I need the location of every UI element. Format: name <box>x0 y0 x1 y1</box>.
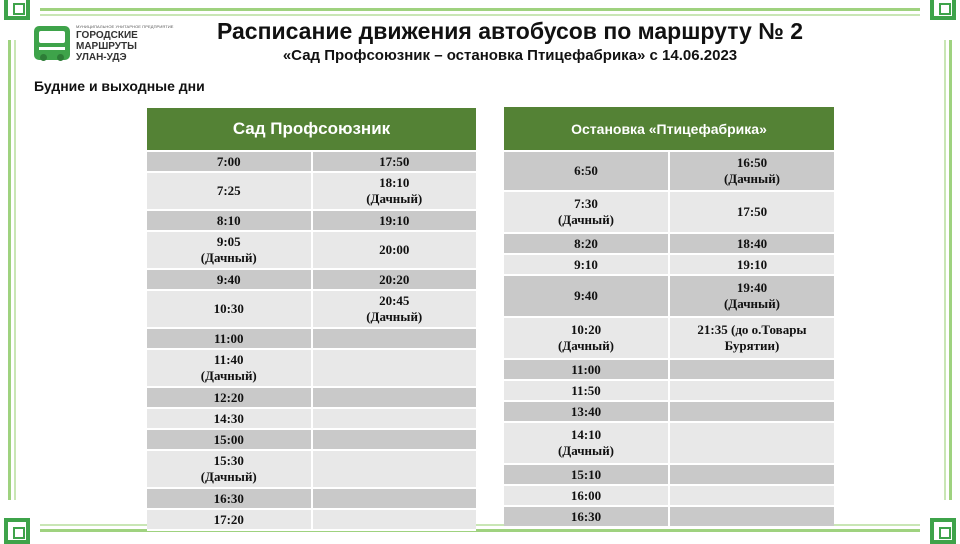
table-row <box>147 329 476 350</box>
table-row <box>504 234 834 255</box>
departure-time-cell-2: 20:20 <box>311 270 477 289</box>
departure-time-cell-2 <box>668 360 834 379</box>
table-row <box>147 291 476 329</box>
frame-corner-bottom-left <box>4 518 30 544</box>
page-subtitle: «Сад Профсоюзник – остановка Птицефабрика» с 14.06.2023 <box>282 47 738 64</box>
departure-time-cell-2: 17:50 <box>668 192 834 232</box>
table-row <box>147 388 476 409</box>
departure-time-cell-2 <box>311 489 477 508</box>
departure-time-cell: 14:30 <box>213 410 244 426</box>
table-row <box>147 211 476 232</box>
departure-time-cell: 7:30 (Дачный) <box>557 196 615 227</box>
departure-time-cell-2 <box>668 423 834 463</box>
departure-time-cell: 11:50 <box>571 382 601 398</box>
table-row <box>504 507 834 528</box>
frame-line-top <box>40 8 920 11</box>
departure-time-cell-2: 18:40 <box>668 234 834 253</box>
departure-time-cell-2: 16:50 (Дачный) <box>668 152 834 190</box>
frame-corner-top-right <box>930 0 956 20</box>
frame-line-top-inner <box>40 14 920 16</box>
schedule-table-ptitsefabrika <box>504 107 834 528</box>
departure-time-cell: 10:30 <box>213 301 244 316</box>
table-row <box>147 430 476 451</box>
bus-icon <box>34 26 70 60</box>
departure-time-cell: 12:20 <box>213 389 244 405</box>
table-row <box>504 152 834 192</box>
departure-time-cell-2 <box>311 430 477 449</box>
departure-time-cell-2 <box>668 507 834 526</box>
table-row <box>147 409 476 430</box>
table-row <box>504 192 834 234</box>
frame-line-left <box>8 40 11 500</box>
departure-time-cell: 17:20 <box>213 511 244 527</box>
table-row <box>504 276 834 318</box>
departure-time-cell-2 <box>668 465 834 484</box>
table-header: Сад Профсоюзник <box>147 108 476 152</box>
departure-time-cell-2: 19:40 (Дачный) <box>668 276 834 316</box>
departure-time-cell: 8:10 <box>216 212 241 228</box>
departure-time-cell: 9:40 <box>216 271 241 287</box>
departure-time-cell-2: 19:10 <box>668 255 834 274</box>
departure-time-cell-2: 17:50 <box>311 152 477 171</box>
company-logo <box>34 24 174 64</box>
departure-time-cell: 16:30 <box>213 490 244 506</box>
frame-corner-top-left <box>4 0 30 20</box>
departure-time-cell-2: 20:00 <box>311 232 477 268</box>
departure-time-cell: 16:00 <box>570 487 602 503</box>
departure-time-cell-2: 20:45 (Дачный) <box>311 291 477 327</box>
table-row <box>504 255 834 276</box>
schedule-days-label: Будние и выходные дни <box>34 78 205 94</box>
table-row <box>504 402 834 423</box>
departure-time-cell: 7:25 <box>216 183 241 198</box>
frame-line-right-inner <box>944 40 946 500</box>
departure-time-cell: 15:00 <box>213 431 244 447</box>
table-row <box>147 270 476 291</box>
table-row <box>504 486 834 507</box>
departure-time-cell: 10:20 (Дачный) <box>557 322 615 353</box>
departure-time-cell-2 <box>311 409 477 428</box>
table-row <box>147 173 476 211</box>
frame-line-left-inner <box>14 40 16 500</box>
schedule-table-sad-profsoyuznik <box>147 108 476 531</box>
departure-time-cell: 15:10 <box>570 466 602 482</box>
departure-time-cell-2 <box>311 329 477 348</box>
departure-time-cell: 9:10 <box>574 256 598 272</box>
departure-time-cell: 11:00 <box>213 330 244 346</box>
departure-time-cell: 7:00 <box>216 153 241 169</box>
departure-time-cell: 11:40 (Дачный) <box>200 352 257 383</box>
logo-caption: МУНИЦИПАЛЬНОЕ УНИТАРНОЕ ПРЕДПРИЯТИЕ <box>76 24 174 29</box>
departure-time-cell-2 <box>311 451 477 487</box>
departure-time-cell: 9:40 <box>574 288 598 303</box>
departure-time-cell-2 <box>668 486 834 505</box>
departure-time-cell-2 <box>311 350 477 386</box>
table-row <box>504 423 834 465</box>
table-row <box>504 360 834 381</box>
table-row <box>504 318 834 360</box>
table-row <box>147 510 476 531</box>
departure-time-cell-2: 21:35 (до о.Товары Бурятии) <box>668 318 834 358</box>
departure-time-cell: 13:40 <box>570 403 602 419</box>
logo-text: ГОРОДСКИЕ МАРШРУТЫ УЛАН-УДЭ <box>76 30 138 63</box>
departure-time-cell-2 <box>668 402 834 421</box>
departure-time-cell: 15:30 (Дачный) <box>200 453 257 484</box>
table-row <box>504 381 834 402</box>
table-row <box>147 232 476 270</box>
departure-time-cell-2: 19:10 <box>311 211 477 230</box>
departure-time-cell: 16:30 <box>570 508 602 524</box>
departure-time-cell-2: 18:10 (Дачный) <box>311 173 477 209</box>
table-row <box>147 489 476 510</box>
departure-time-cell: 8:20 <box>574 235 598 251</box>
table-row <box>147 350 476 388</box>
table-row <box>147 152 476 173</box>
departure-time-cell: 14:10 (Дачный) <box>557 427 615 458</box>
departure-time-cell: 9:05 (Дачный) <box>200 234 257 265</box>
table-header: Остановка «Птицефабрика» <box>504 107 834 152</box>
frame-corner-bottom-right <box>930 518 956 544</box>
table-row <box>147 451 476 489</box>
departure-time-cell-2 <box>668 381 834 400</box>
departure-time-cell: 11:00 <box>571 361 601 377</box>
departure-time-cell-2 <box>311 388 477 407</box>
table-row <box>504 465 834 486</box>
frame-line-right <box>949 40 952 500</box>
page-title: Расписание движения автобусов по маршруту № 2 <box>216 18 804 44</box>
departure-time-cell-2 <box>311 510 477 529</box>
departure-time-cell: 6:50 <box>574 163 598 178</box>
